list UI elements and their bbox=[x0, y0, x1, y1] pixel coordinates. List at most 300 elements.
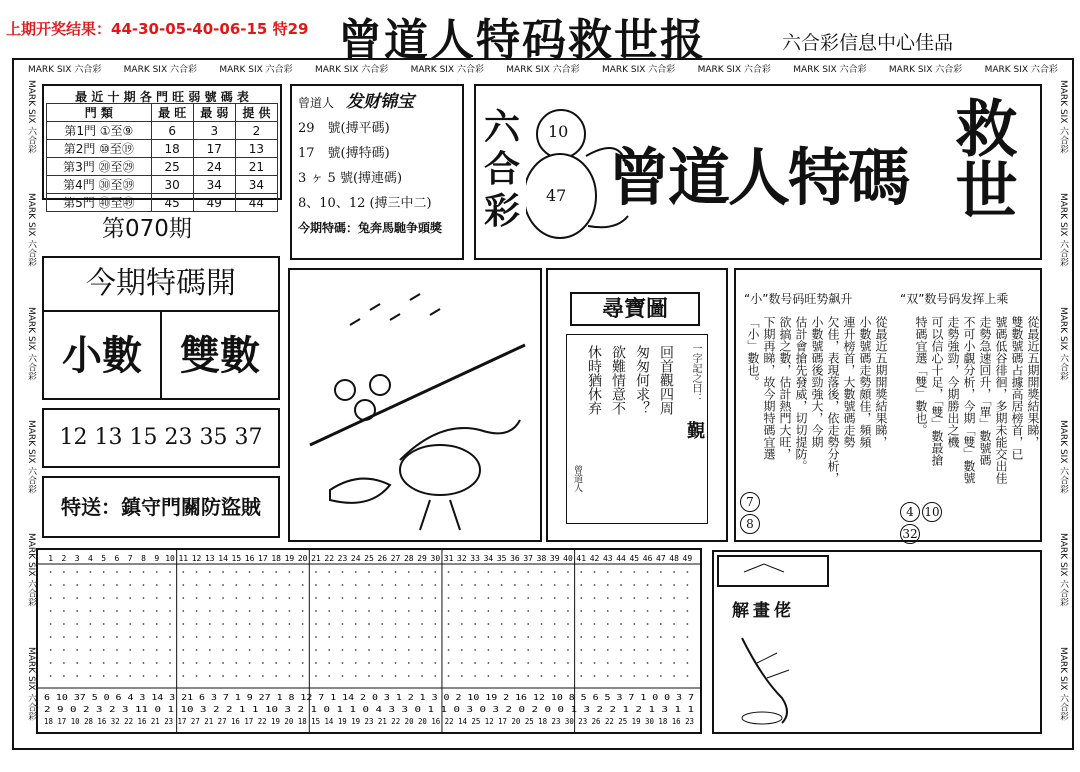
trend-grid-dot bbox=[156, 675, 158, 677]
stats-row bbox=[47, 176, 278, 194]
trend-grid-dot bbox=[116, 597, 118, 599]
trend-grid-dot bbox=[381, 623, 383, 625]
trend-grid-dot bbox=[541, 636, 543, 638]
brand-mark: MARK SIX 六合彩 bbox=[26, 306, 36, 380]
trend-grid-dot bbox=[501, 649, 503, 651]
trend-grid-dot bbox=[660, 675, 662, 677]
trend-grid-dot bbox=[567, 636, 569, 638]
analysis-head-even: “双”数号码发挥上乘 bbox=[900, 292, 1009, 306]
logo-left-text bbox=[482, 106, 522, 232]
trend-grid-dot bbox=[235, 610, 237, 612]
trend-grid-dot bbox=[262, 597, 264, 599]
brand-mark: MARK SIX 六合彩 bbox=[601, 65, 676, 75]
trend-chart bbox=[38, 550, 700, 732]
trend-grid-dot bbox=[90, 571, 92, 573]
trend-grid-dot bbox=[594, 623, 596, 625]
trend-grid-dot bbox=[103, 636, 105, 638]
painting-illustration bbox=[722, 618, 832, 730]
trend-top-number: 25 bbox=[364, 554, 374, 563]
trend-grid-dot bbox=[527, 675, 529, 677]
trend-grid-dot bbox=[355, 571, 357, 573]
fortune-line: 8、10、12 (搏三中二) bbox=[298, 196, 432, 211]
trend-grid-dot bbox=[196, 623, 198, 625]
trend-grid-dot bbox=[686, 623, 688, 625]
trend-grid-dot bbox=[143, 662, 145, 664]
trend-grid-dot bbox=[620, 623, 622, 625]
trend-grid-dot bbox=[434, 623, 436, 625]
trend-grid-dot bbox=[607, 597, 609, 599]
stats-cell: 2 bbox=[235, 122, 277, 140]
trend-grid-dot bbox=[541, 623, 543, 625]
trend-grid-dot bbox=[289, 584, 291, 586]
trend-grid-dot bbox=[328, 675, 330, 677]
trend-grid-dot bbox=[63, 623, 65, 625]
trend-grid-dot bbox=[461, 662, 463, 664]
trend-grid-dot bbox=[182, 623, 184, 625]
trend-grid-dot bbox=[196, 662, 198, 664]
trend-grid-dot bbox=[620, 597, 622, 599]
trend-grid-dot bbox=[196, 675, 198, 677]
trend-grid-dot bbox=[541, 571, 543, 573]
trend-top-number: 46 bbox=[642, 554, 653, 563]
trend-grid-dot bbox=[182, 610, 184, 612]
brand-mark: MARK SIX 六合彩 bbox=[1058, 646, 1068, 720]
analysis-line: 走勢強勁，今期勝出之機 bbox=[946, 316, 960, 448]
trend-grid-dot bbox=[235, 649, 237, 651]
analysis-line: 從最近五期開獎結果睇， bbox=[1026, 316, 1040, 448]
trend-grid-dot bbox=[302, 571, 304, 573]
trend-grid-dot bbox=[368, 584, 370, 586]
stats-header-cell: 門 類 bbox=[47, 104, 152, 122]
trend-grid-dot bbox=[673, 584, 675, 586]
trend-grid-dot bbox=[249, 610, 251, 612]
brand-mark: MARK SIX 六合彩 bbox=[26, 80, 36, 154]
trend-grid-dot bbox=[328, 649, 330, 651]
trend-chart-box bbox=[36, 548, 702, 734]
brand-mark: MARK SIX 六合彩 bbox=[314, 65, 389, 75]
trend-grid-dot bbox=[116, 649, 118, 651]
trend-grid-dot bbox=[527, 584, 529, 586]
trend-grid-dot bbox=[461, 636, 463, 638]
stats-cell: 第2門 ⑩至⑲ bbox=[47, 140, 152, 158]
trend-grid-dot bbox=[421, 610, 423, 612]
trend-grid-dot bbox=[554, 675, 556, 677]
stats-table-title: 最 近 十 期 各 門 旺 弱 號 碼 表 bbox=[75, 90, 249, 104]
trend-grid-dot bbox=[169, 662, 171, 664]
trend-grid-dot bbox=[262, 623, 264, 625]
trend-grid-dot bbox=[289, 649, 291, 651]
trend-grid-dot bbox=[421, 571, 423, 573]
trend-grid-dot bbox=[209, 571, 211, 573]
trend-grid-dot bbox=[275, 571, 277, 573]
trend-grid-dot bbox=[408, 675, 410, 677]
logo-big-title: 曾道人特碼 bbox=[608, 141, 909, 214]
trend-grid-dot bbox=[156, 584, 158, 586]
trend-grid-dot bbox=[90, 584, 92, 586]
trend-grid-dot bbox=[487, 675, 489, 677]
trend-grid-dot bbox=[461, 675, 463, 677]
last-result-text: 上期开奖结果：44-30-05-40-06-15 特29 bbox=[6, 20, 309, 38]
trend-grid-dot bbox=[275, 584, 277, 586]
trend-grid-dot bbox=[686, 584, 688, 586]
analysis-line: 走勢急速回升，「單」數號碼 bbox=[978, 316, 992, 466]
trend-grid-dot bbox=[249, 571, 251, 573]
trend-grid-dot bbox=[607, 610, 609, 612]
trend-grid-dot bbox=[633, 675, 635, 677]
trend-grid-dot bbox=[395, 597, 397, 599]
trend-grid-dot bbox=[368, 636, 370, 638]
trend-grid-dot bbox=[594, 649, 596, 651]
analysis-even-text bbox=[896, 316, 1040, 516]
trend-grid-dot bbox=[235, 571, 237, 573]
trend-grid-dot bbox=[395, 662, 397, 664]
trend-top-number: 14 bbox=[218, 554, 228, 563]
trend-grid-dot bbox=[156, 571, 158, 573]
trend-grid-dot bbox=[487, 623, 489, 625]
trend-grid-dot bbox=[90, 597, 92, 599]
trend-grid-dot bbox=[620, 649, 622, 651]
treasure-title: 尋寶圖 bbox=[570, 292, 700, 326]
stats-table bbox=[46, 103, 278, 212]
trend-grid-dot bbox=[209, 662, 211, 664]
trend-grid-dot bbox=[103, 610, 105, 612]
trend-grid-dot bbox=[673, 675, 675, 677]
brand-mark: MARK SIX 六合彩 bbox=[26, 419, 36, 494]
trend-grid-dot bbox=[580, 610, 582, 612]
circled-even-group bbox=[900, 502, 960, 544]
trend-grid-dot bbox=[554, 597, 556, 599]
trend-grid-dot bbox=[169, 675, 171, 677]
trend-grid-dot bbox=[209, 623, 211, 625]
trend-grid-dot bbox=[567, 662, 569, 664]
trend-grid-dot bbox=[487, 571, 489, 573]
trend-grid-dot bbox=[673, 649, 675, 651]
analysis-line: 小數號碼後勁強大，今期 bbox=[810, 316, 824, 448]
trend-grid-dot bbox=[647, 675, 649, 677]
trend-grid-dot bbox=[381, 584, 383, 586]
trend-grid-dot bbox=[647, 571, 649, 573]
circled-small-group bbox=[740, 492, 760, 534]
trend-grid-dot bbox=[289, 623, 291, 625]
trend-grid-dot bbox=[302, 584, 304, 586]
trend-grid-dot bbox=[408, 597, 410, 599]
trend-grid-dot bbox=[448, 623, 450, 625]
trend-grid-dot bbox=[541, 649, 543, 651]
stats-cell: 3 bbox=[193, 122, 235, 140]
stats-cell: 44 bbox=[235, 194, 277, 212]
logo-big-side: 救世 bbox=[945, 96, 1018, 220]
trend-grid-dot bbox=[355, 584, 357, 586]
trend-bottom-row: 6 10 37 5 0 6 4 3 14 3 21 6 3 7 1 9 27 1 8 12 7 1 14 2 0 3 1 2 1 3 0 2 10 19 2 16 12 10 8 5 6 5 3 7 1 0 0 3 7 bbox=[44, 693, 695, 702]
trend-grid-dot bbox=[342, 584, 344, 586]
treasure-map-box bbox=[546, 268, 728, 542]
trend-grid-dot bbox=[527, 636, 529, 638]
issue-number: 第070期 bbox=[102, 216, 192, 242]
trend-grid-dot bbox=[182, 662, 184, 664]
trend-grid-dot bbox=[474, 571, 476, 573]
trend-grid-dot bbox=[660, 662, 662, 664]
trend-grid-dot bbox=[249, 675, 251, 677]
trend-grid-dot bbox=[209, 597, 211, 599]
trend-top-number: 8 bbox=[141, 554, 146, 563]
brand-mark: MARK SIX 六合彩 bbox=[1058, 419, 1068, 494]
trend-grid-dot bbox=[249, 662, 251, 664]
trend-top-number: 20 bbox=[297, 554, 308, 563]
poem-line: 休時猶休弃 bbox=[586, 345, 602, 415]
trend-grid-dot bbox=[514, 571, 516, 573]
trend-grid-dot bbox=[434, 675, 436, 677]
trend-grid-dot bbox=[421, 675, 423, 677]
trend-grid-dot bbox=[222, 636, 224, 638]
trend-grid-dot bbox=[554, 584, 556, 586]
logo-char: 彩 bbox=[483, 190, 520, 232]
trend-grid-dot bbox=[395, 623, 397, 625]
brand-mark: MARK SIX 六合彩 bbox=[1058, 533, 1068, 607]
trend-grid-dot bbox=[76, 662, 78, 664]
trend-grid-dot bbox=[580, 584, 582, 586]
brand-mark: MARK SIX 六合彩 bbox=[888, 65, 963, 75]
logo-char: 合 bbox=[483, 148, 520, 190]
trend-grid-dot bbox=[275, 623, 277, 625]
trend-grid-dot bbox=[50, 571, 52, 573]
trend-grid-dot bbox=[169, 597, 171, 599]
trend-grid-dot bbox=[381, 662, 383, 664]
trend-grid-dot bbox=[222, 610, 224, 612]
trend-grid-dot bbox=[328, 623, 330, 625]
special-open-title: 今期特碼開 bbox=[44, 258, 278, 312]
trend-top-number: 2 bbox=[61, 554, 67, 563]
trend-grid-dot bbox=[235, 636, 237, 638]
trend-grid-dot bbox=[673, 571, 675, 573]
trend-top-number: 12 bbox=[191, 554, 202, 563]
trend-grid-dot bbox=[368, 571, 370, 573]
trend-grid-dot bbox=[315, 623, 317, 625]
trend-grid-dot bbox=[103, 597, 105, 599]
analysis-line: 特碼宜選「雙」數也。 bbox=[914, 316, 928, 436]
trend-grid-dot bbox=[156, 636, 158, 638]
brand-mark: MARK SIX 六合彩 bbox=[1058, 193, 1068, 267]
analysis-line: 不可小覷分析，今期「雙」數號 bbox=[962, 316, 976, 484]
trend-grid-dot bbox=[448, 662, 450, 664]
poem-line: 回首觀四周 bbox=[658, 345, 674, 415]
trend-grid-dot bbox=[607, 649, 609, 651]
trend-grid-dot bbox=[607, 571, 609, 573]
trend-grid-dot bbox=[381, 610, 383, 612]
trend-grid-dot bbox=[143, 571, 145, 573]
analysis-line: 可以信心十足，「雙」數最搶 bbox=[930, 316, 944, 466]
trend-grid-dot bbox=[355, 649, 357, 651]
trend-grid-dot bbox=[395, 584, 397, 586]
trend-grid-dot bbox=[501, 623, 503, 625]
trend-top-number: 5 bbox=[101, 554, 107, 563]
trend-grid-dot bbox=[182, 675, 184, 677]
trend-grid-dot bbox=[342, 649, 344, 651]
deer-illustration bbox=[290, 270, 540, 540]
trend-top-number: 24 bbox=[350, 554, 361, 563]
trend-grid-dot bbox=[368, 623, 370, 625]
circled-number: 8 bbox=[740, 514, 760, 534]
trend-top-number: 10 bbox=[165, 554, 175, 563]
trend-grid-dot bbox=[50, 610, 52, 612]
trend-grid-dot bbox=[342, 571, 344, 573]
trend-grid-dot bbox=[567, 571, 569, 573]
trend-grid-dot bbox=[541, 610, 543, 612]
trend-grid-dot bbox=[103, 662, 105, 664]
trend-grid-dot bbox=[209, 610, 211, 612]
trend-top-number: 38 bbox=[536, 554, 547, 563]
brand-mark: MARK SIX 六合彩 bbox=[26, 533, 36, 607]
trend-grid-dot bbox=[448, 649, 450, 651]
trend-top-number: 49 bbox=[682, 554, 693, 563]
trend-grid-dot bbox=[448, 597, 450, 599]
trend-grid-dot bbox=[501, 636, 503, 638]
stats-header-cell: 最 弱 bbox=[193, 104, 235, 122]
trend-grid-dot bbox=[315, 597, 317, 599]
trend-top-number: 37 bbox=[523, 554, 534, 563]
circled-number: 32 bbox=[900, 524, 920, 544]
trend-grid-dot bbox=[328, 597, 330, 599]
brand-mark: MARK SIX 六合彩 bbox=[123, 65, 197, 75]
trend-grid-dot bbox=[541, 675, 543, 677]
trend-grid-dot bbox=[527, 649, 529, 651]
trend-grid-dot bbox=[50, 649, 52, 651]
analysis-line: 小數號碼走勢頗佳，頻頻 bbox=[858, 316, 872, 448]
trend-top-number: 16 bbox=[244, 554, 255, 563]
trend-grid-dot bbox=[209, 675, 211, 677]
trend-grid-dot bbox=[63, 597, 65, 599]
trend-grid-dot bbox=[63, 571, 65, 573]
stats-cell: 第1門 ①至⑨ bbox=[47, 122, 152, 140]
trend-grid-dot bbox=[275, 662, 277, 664]
trend-grid-dot bbox=[554, 662, 556, 664]
trend-grid-dot bbox=[487, 597, 489, 599]
trend-grid-dot bbox=[434, 662, 436, 664]
trend-grid-dot bbox=[143, 584, 145, 586]
trend-grid-dot bbox=[315, 675, 317, 677]
trend-top-number: 11 bbox=[178, 554, 189, 563]
trend-grid-dot bbox=[63, 662, 65, 664]
trend-top-number: 29 bbox=[417, 554, 427, 563]
trend-grid-dot bbox=[76, 571, 78, 573]
trend-grid-dot bbox=[580, 623, 582, 625]
analysis-line: 下期再睇，故今期特碼宜選 bbox=[762, 316, 776, 460]
trend-grid-dot bbox=[514, 636, 516, 638]
analysis-line: 雙數號碼占據高居榜首，已 bbox=[1010, 316, 1024, 460]
trend-top-number: 6 bbox=[114, 554, 120, 563]
trend-grid-dot bbox=[235, 584, 237, 586]
trend-grid-dot bbox=[262, 571, 264, 573]
trend-grid-dot bbox=[487, 610, 489, 612]
trend-grid-dot bbox=[633, 571, 635, 573]
trend-grid-dot bbox=[156, 662, 158, 664]
trend-top-number: 42 bbox=[589, 554, 600, 563]
trend-grid-dot bbox=[289, 571, 291, 573]
trend-top-number: 1 bbox=[48, 554, 54, 563]
trend-grid-dot bbox=[660, 584, 662, 586]
trend-grid-dot bbox=[381, 571, 383, 573]
brand-mark: MARK SIX 六合彩 bbox=[793, 65, 867, 75]
trend-grid-dot bbox=[143, 636, 145, 638]
trend-grid-dot bbox=[607, 636, 609, 638]
trend-grid-dot bbox=[408, 623, 410, 625]
trend-top-number: 7 bbox=[127, 554, 133, 563]
trend-grid-dot bbox=[355, 675, 357, 677]
trend-grid-dot bbox=[196, 597, 198, 599]
trend-grid-dot bbox=[262, 584, 264, 586]
trend-grid-dot bbox=[275, 649, 277, 651]
analysis-head-small: “小”数号码旺势飙升 bbox=[744, 292, 853, 306]
trend-grid-dot bbox=[103, 649, 105, 651]
trend-grid-dot bbox=[567, 623, 569, 625]
trend-grid-dot bbox=[182, 571, 184, 573]
trend-grid-dot bbox=[156, 649, 158, 651]
scroll-illustration bbox=[714, 552, 834, 592]
stats-header-cell: 最 旺 bbox=[151, 104, 193, 122]
trend-grid-dot bbox=[342, 662, 344, 664]
trend-grid-dot bbox=[315, 649, 317, 651]
trend-grid-dot bbox=[448, 610, 450, 612]
trend-grid-dot bbox=[315, 636, 317, 638]
analysis-line: 欠佳，表現落後，依走勢分析， bbox=[826, 316, 840, 484]
trend-grid-dot bbox=[143, 623, 145, 625]
trend-grid-dot bbox=[647, 636, 649, 638]
trend-grid-dot bbox=[633, 662, 635, 664]
trend-grid-dot bbox=[328, 662, 330, 664]
stats-row bbox=[47, 122, 278, 140]
trend-grid-dot bbox=[381, 597, 383, 599]
fortune-special: 今期特碼：兔奔馬馳争頭獎 bbox=[298, 221, 443, 235]
stats-cell: 17 bbox=[193, 140, 235, 158]
trend-grid-dot bbox=[182, 584, 184, 586]
trend-grid-dot bbox=[474, 584, 476, 586]
trend-grid-dot bbox=[554, 610, 556, 612]
trend-bottom-row: 2 9 0 2 3 2 3 11 0 1 10 3 2 2 1 1 10 3 2 1 0 1 1 0 4 3 3 0 1 1 0 3 0 3 2 0 2 0 0 1 3 2 2 1 2 1 3 1 1 bbox=[44, 705, 695, 714]
trend-grid-dot bbox=[567, 649, 569, 651]
trend-grid-dot bbox=[196, 610, 198, 612]
stats-cell: 24 bbox=[193, 158, 235, 176]
trend-grid-dot bbox=[448, 571, 450, 573]
trend-grid-dot bbox=[275, 675, 277, 677]
trend-grid-dot bbox=[647, 584, 649, 586]
trend-grid-dot bbox=[50, 584, 52, 586]
trend-top-number: 15 bbox=[231, 554, 242, 563]
trend-grid-dot bbox=[607, 675, 609, 677]
stats-cell: 18 bbox=[151, 140, 193, 158]
trend-grid-dot bbox=[129, 662, 131, 664]
trend-grid-dot bbox=[448, 584, 450, 586]
trend-grid-dot bbox=[501, 662, 503, 664]
trend-grid-dot bbox=[355, 636, 357, 638]
trend-grid-dot bbox=[289, 662, 291, 664]
trend-grid-dot bbox=[90, 675, 92, 677]
trend-grid-dot bbox=[222, 571, 224, 573]
numbers-box: 12 13 15 23 35 37 bbox=[42, 408, 280, 468]
trend-grid-dot bbox=[76, 610, 78, 612]
trend-grid-dot bbox=[262, 662, 264, 664]
trend-grid-dot bbox=[421, 636, 423, 638]
trend-grid-dot bbox=[461, 584, 463, 586]
trend-grid-dot bbox=[686, 597, 688, 599]
trend-grid-dot bbox=[129, 636, 131, 638]
circled-number: 4 bbox=[900, 502, 920, 522]
logo-ball-bottom: 47 bbox=[546, 186, 567, 205]
trend-grid-dot bbox=[50, 636, 52, 638]
analysis-box bbox=[734, 268, 1042, 542]
trend-grid-dot bbox=[474, 610, 476, 612]
stats-row bbox=[47, 194, 278, 212]
trend-grid-dot bbox=[275, 636, 277, 638]
painting-title: 解畫佬 bbox=[732, 601, 795, 621]
